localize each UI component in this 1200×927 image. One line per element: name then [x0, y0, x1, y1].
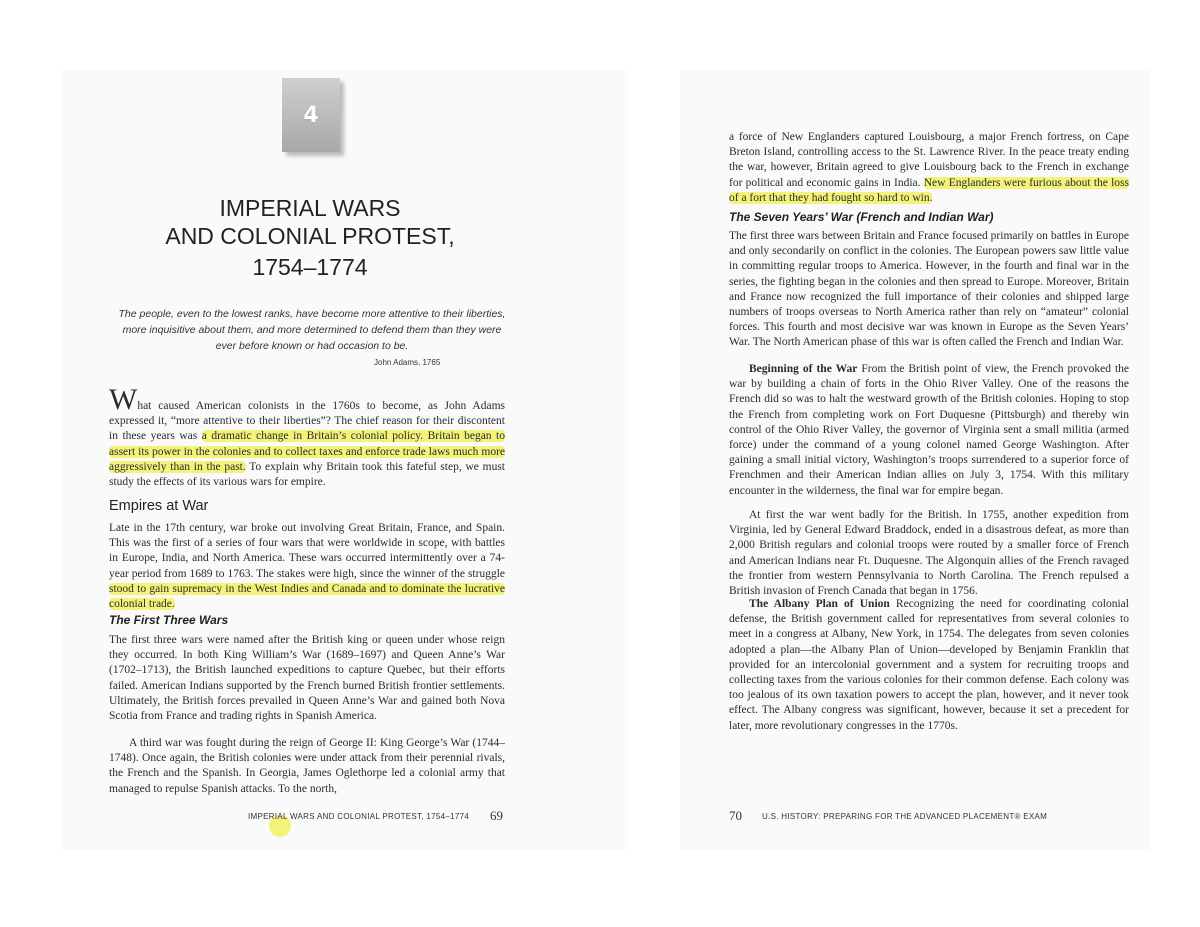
epigraph-attribution: John Adams, 1765: [374, 358, 441, 367]
running-footer: IMPERIAL WARS AND COLONIAL PROTEST, 1754–1774: [248, 812, 470, 821]
highlighted-text: New Englanders were furious about the loss of a fort that they had fought so hard to win.: [729, 176, 1129, 204]
page-number: 70: [729, 808, 742, 823]
runin-heading: The Albany Plan of Union: [749, 598, 890, 610]
chapter-title-line-2: AND COLONIAL PROTEST,: [165, 223, 455, 249]
intro-text: hat caused American colonists in the 1760s to become, as John Adams expressed it, “more attentive to their liberties”? The chief reason for their discontent in these years was: [109, 400, 505, 443]
empires-paragraph: [109, 521, 505, 612]
subheading-first-three-wars: The First Three Wars: [109, 613, 229, 627]
running-footer: U.S. HISTORY: PREPARING FOR THE ADVANCED PLACEMENT® EXAM: [762, 812, 1048, 821]
runin-heading: Beginning of the War: [749, 363, 858, 375]
epigraph: The people, even to the lowest ranks, have become more attentive to their liberties, more inquisitive about them, and more determined to defend them than they were ever before known or had occasion to be.: [118, 308, 506, 352]
chapter-title-line-3: 1754–1774: [252, 254, 368, 280]
chapter-number: 4: [303, 102, 319, 128]
braddock-paragraph: At first the war went badly for the British. In 1755, another expedition from Virginia, led by General Edward Braddock, ended in a disastrous defeat, as more than 2,000 British regulars and colonial troops were routed by a smaller force of French and American Indians near Ft. Duquesne. The Algonquin allies of the French ravaged the frontier from western Pennsylvania to North Carolina. The French repulsed a British invasion of French Canada that began in 1756.: [729, 509, 1129, 598]
first-wars-paragraph: The first three wars were named after the British king or queen under whose reign they occurred. In both King William’s War (1689–1697) and Queen Anne’s War (1702–1713), the British launched expeditions to capture Quebec, but their efforts failed. American Indians supported by the French burned British frontier settlements. Ultimately, the British forces prevailed in Queen Anne’s War and gained both Nova Scotia from France and trading rights in Spanish America.: [109, 634, 505, 723]
albany-text: Recognizing the need for coordinating colonial defense, the British government called for representatives from several colonies to meet in a congress at Albany, New York, in 1754. The delegates from seven colonies adopted a plan—the Albany Plan of Union—developed by Benjamin Franklin that provided for an intercolonial government and a system for recruiting troops and collecting taxes from the various colonies for their common defense. Each colony was too jealous of its own taxation powers to accept the plan, however, and it never took effect. The Albany congress was significant, however, because it set a precedent for later, more revolutionary congresses in the 1770s.: [729, 598, 1129, 732]
highlighted-text: a dramatic change in Britain’s colonial policy. Britain began to assert its power in the colonies and to collect taxes and enforce trade laws much more aggressively than in the past.: [109, 430, 505, 473]
chapter-title-line-1: IMPERIAL WARS: [219, 195, 401, 221]
highlighted-text: stood to gain supremacy in the West Indies and Canada and to dominate the lucrative colonial trade.: [109, 582, 505, 611]
seven-years-paragraph: The first three wars between Britain and France focused primarily on battles in Europe and only secondarily on conflict in the colonies. The European powers saw little value in committing regular troops to America. However, in the fourth and final war in the series, the fighting began in the colonies and then spread to Europe. Moreover, Britain and France now recognized the full importance of their colonies and shipped large numbers of troops overseas to North America rather than rely on “amateur” colonial forces. This fourth and most decisive war was known in Europe as the Seven Years’ War. The North American phase of this war is often called the French and Indian War.: [729, 230, 1129, 349]
left-page: [62, 70, 628, 850]
section-heading: Empires at War: [109, 498, 209, 514]
continuation-paragraph: [729, 130, 1129, 206]
drop-cap: W: [109, 383, 138, 416]
albany-paragraph: [729, 597, 1129, 734]
intro-text-end: To explain why Britain took this fateful step, we must study the effects of its various wars for empire.: [109, 460, 505, 489]
third-war-paragraph: A third war was fought during the reign of George II: King George’s War (1744–1748). Once again, the British colonies were under attack from their perennial rivals, the French and the Spanish. In Georgia, James Oglethorpe led a colonial army that managed to repulse Spanish attacks. To the north,: [109, 737, 505, 795]
continuation-text: a force of New Englanders captured Louisbourg, a major French fortress, on Cape Breton Island, controlling access to the St. Lawrence River. In the peace treaty ending the war, however, Britain agreed to give Louisbourg back to the French in exchange for political and economic gains in India.: [729, 131, 1129, 189]
intro-paragraph: [109, 383, 505, 490]
subheading-seven-years-war: The Seven Years’ War (French and Indian War): [729, 210, 994, 224]
right-page: [680, 70, 1150, 850]
empires-text: Late in the 17th century, war broke out involving Great Britain, France, and Spain. This was the first of a series of four wars that were worldwide in scope, with battles in Europe, India, and North America. These wars occurred intermittently over a 74-year period from 1689 to 1763. The stakes were high, since the winner of the struggle: [109, 522, 505, 580]
page-number: 69: [490, 808, 503, 823]
beginning-text: From the British point of view, the French provoked the war by building a chain of forts in the Ohio River Valley. One of the reasons the French did so was to halt the westward growth of the British colonies. Hoping to stop the French from completing work on Fort Duquesne (Pittsburgh) and thereby win control of the Ohio River Valley, the governor of Virginia sent a small militia (armed force) under the command of a young colonel named George Washington. After gaining a small initial victory, Washington’s troops surrendered to a superior force of Frenchmen and their American Indian allies on July 3, 1754. With this military encounter in the wilderness, the final war for empire began.: [729, 363, 1130, 497]
beginning-paragraph: [729, 362, 1129, 499]
chapter-number-box: [282, 78, 340, 152]
